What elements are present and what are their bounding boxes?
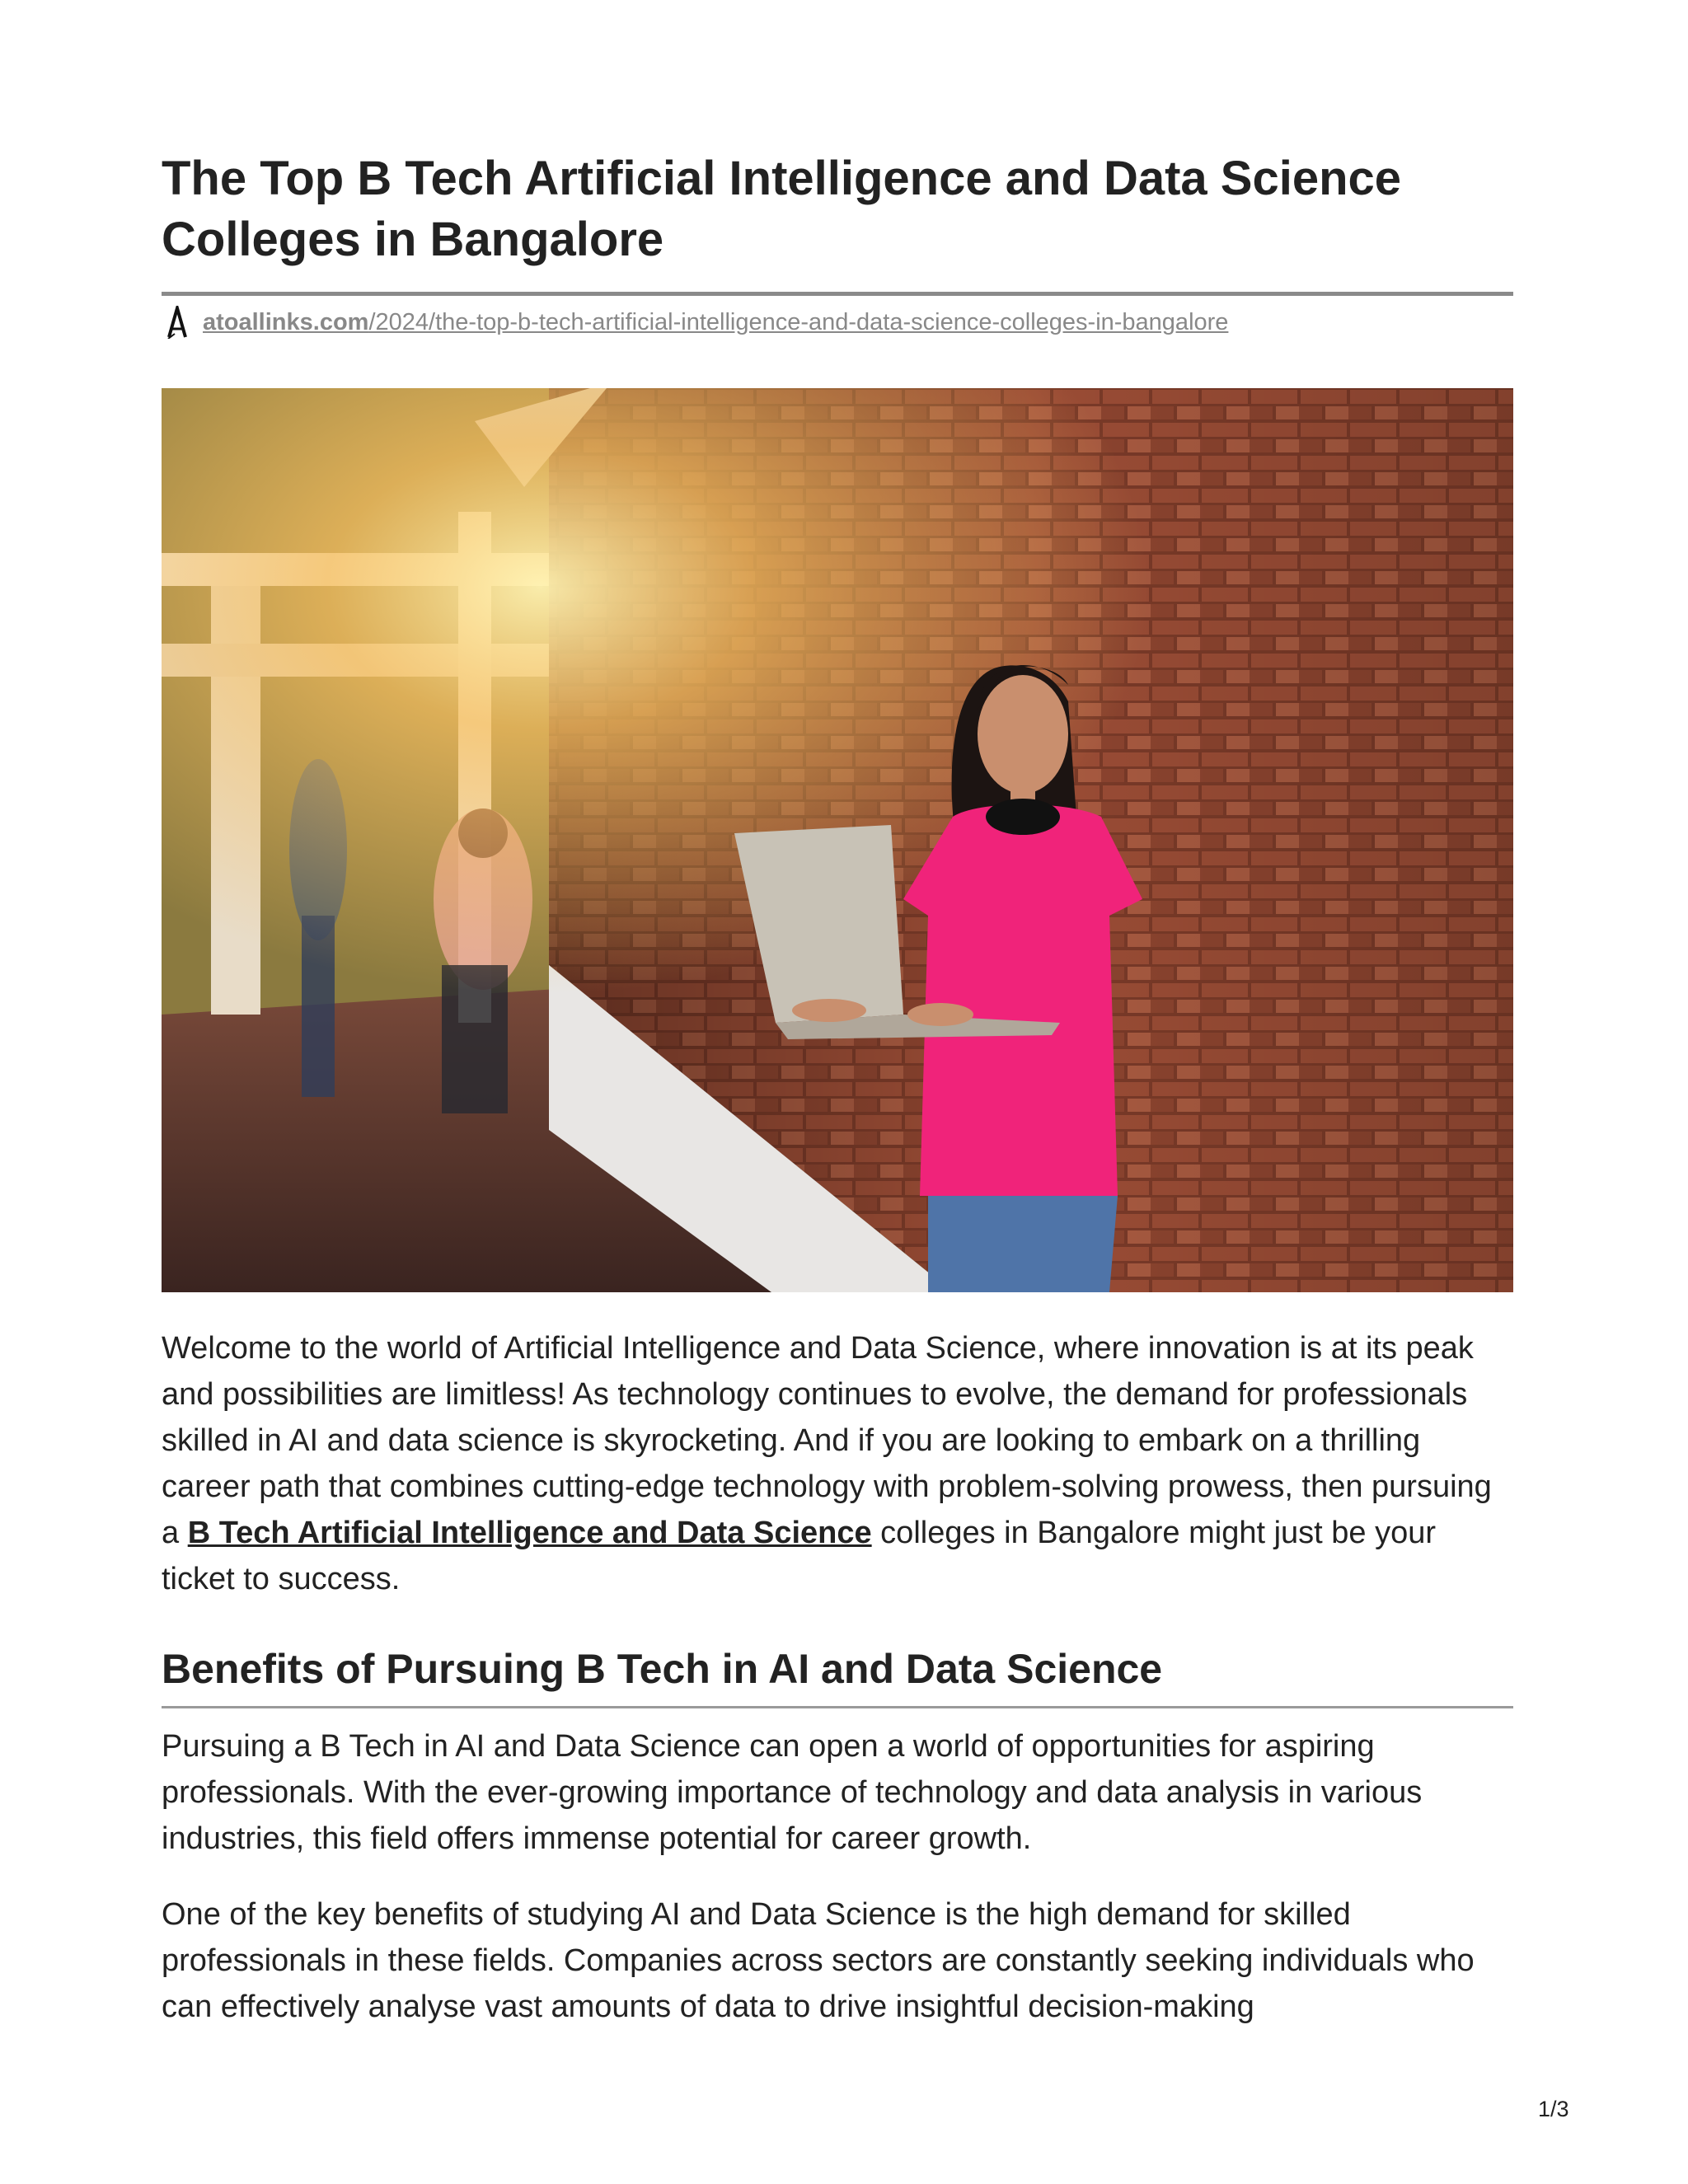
article: [162, 148, 1513, 2030]
student-with-laptop-photo: [162, 388, 1513, 1292]
intro-text-before-link: Welcome to the world of Artificial Intelligence and Data Science, where innovation is at its peak and possibilities are limitless! As technology continues to evolve, the demand for professionals skilled in AI and data science is skyrocketing. And if you are looking to embark on a thrilling career path that combines cutting-edge technology with problem-solving prowess, then pursuing a: [162, 1331, 1492, 1550]
source-url-link[interactable]: [203, 309, 1228, 336]
source-line: [162, 306, 1513, 339]
intro-paragraph: [162, 1325, 1513, 1602]
title-divider: [162, 292, 1513, 296]
source-path: /2024/the-top-b-tech-artificial-intelligence-and-data-science-colleges-in-bangalore: [368, 308, 1229, 335]
benefits-heading: Benefits of Pursuing B Tech in AI and Data Science: [162, 1646, 1163, 1692]
page-number: 1/3: [1538, 2097, 1569, 2121]
benefits-divider: [162, 1706, 1513, 1708]
btech-ai-ds-link[interactable]: B Tech Artificial Intelligence and Data Science: [187, 1516, 872, 1550]
article-title: The Top B Tech Artificial Intelligence and Data Science Colleges in Bangalore: [162, 152, 1402, 266]
atoallinks-logo-icon: [166, 306, 188, 339]
source-domain: atoallinks.com: [203, 308, 369, 335]
intro-text-after-link: colleges in Bangalore might just be your ticket to success.: [162, 1516, 1437, 1596]
benefits-paragraph: Pursuing a B Tech in AI and Data Science can open a world of opportunities for aspiring professionals. With the ever-growing importance of technology and data analysis in various industries, this field offers immense potential for career growth.: [162, 1729, 1423, 1856]
benefits-paragraph: One of the key benefits of studying AI and Data Science is the high demand for skilled professionals in these fields. Companies across sectors are constantly seeking individuals who can effectively analyse vast amounts of data to drive insightful decision-making: [162, 1897, 1475, 2024]
